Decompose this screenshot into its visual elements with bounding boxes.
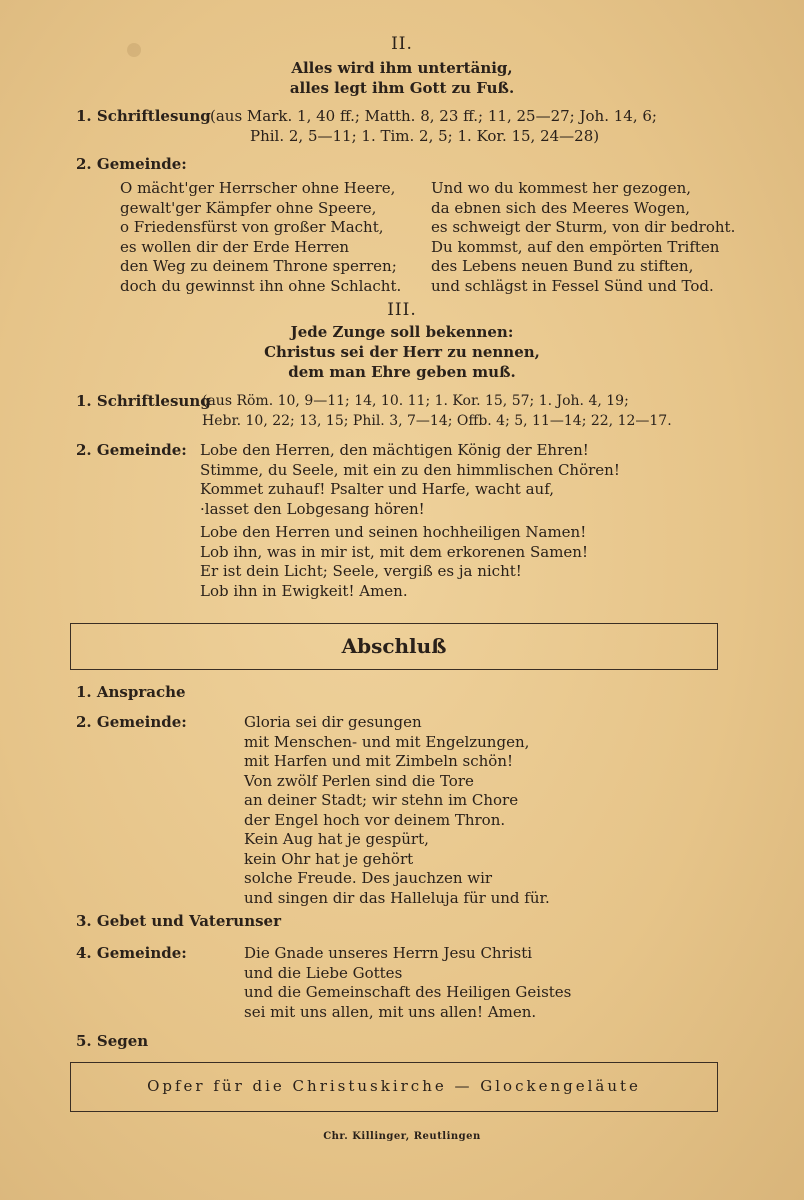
section-2-hymn-left	[120, 179, 401, 296]
motto-line: Jede Zunge soll bekennen:	[290, 323, 514, 341]
abschluss-prayer-label: 3. Gebet und Vaterunser	[76, 912, 281, 930]
hymn-line: Kein Aug hat je gespürt,	[244, 830, 429, 848]
hymn-line: und singen dir das Halleluja für und für.	[244, 888, 550, 907]
section-2-congregation-label: 2. Gemeinde:	[76, 155, 187, 173]
hymn-line: mit Harfen und mit Zimbeln schön!	[244, 752, 514, 770]
section-2-numeral: II.	[391, 34, 413, 54]
hymn-line: Kommet zuhauf! Psalter und Harfe, wacht auf,	[200, 480, 554, 498]
hymn-line: Und wo du kommest her gezogen,	[431, 179, 692, 197]
hymn-line: es wollen dir der Erde Herren	[120, 237, 350, 256]
hymn-line: doch du gewinnst ihn ohne Schlacht.	[120, 276, 402, 295]
hymn-line: O mächt'ger Herrscher ohne Heere,	[120, 179, 396, 197]
section-2-reading-refs	[210, 107, 657, 146]
offer-box	[70, 1062, 718, 1112]
reading-line: (aus Röm. 10, 9—11; 14, 10. 11; 1. Kor. 15, 57; 1. Joh. 4, 19;	[202, 393, 629, 409]
hymn-line: solche Freude. Des jauchzen wir	[244, 869, 493, 887]
abschluss-title: Abschluß	[341, 634, 447, 658]
reading-line: Phil. 2, 5—11; 1. Tim. 2, 5; 1. Kor. 15, 24—28)	[250, 126, 600, 145]
hymn-line: der Engel hoch vor deinem Thron.	[244, 810, 506, 829]
section-2-reading-label: 1. Schriftlesung	[76, 107, 211, 125]
abschluss-hymn	[244, 713, 550, 908]
hymn-line: Lobe den Herren und seinen hochheiligen Namen!	[200, 523, 587, 541]
motto-line: Alles wird ihm untertänig,	[291, 59, 513, 77]
hymn-line: o Friedensfürst von großer Macht,	[120, 218, 384, 236]
hymn-line: Stimme, du Seele, mit ein zu den himmlischen Chören!	[200, 460, 620, 479]
abschluss-congregation-label: 2. Gemeinde:	[76, 713, 187, 731]
motto-line: dem man Ehre geben muß.	[288, 363, 516, 381]
blessing-line: und die Gemeinschaft des Heiligen Geistes	[244, 983, 572, 1001]
hymn-line: den Weg zu deinem Throne sperren;	[120, 257, 397, 275]
section-3-motto	[0, 322, 804, 382]
hymn-line: Gloria sei dir gesungen	[244, 713, 422, 731]
motto-line: alles legt ihm Gott zu Fuß.	[289, 79, 515, 97]
section-3-reading-label: 1. Schriftlesung	[76, 392, 211, 410]
hymn-line: Lobe den Herren, den mächtigen König der Ehren!	[200, 441, 589, 459]
abschluss-address-label: 1. Ansprache	[76, 683, 186, 701]
hymn-line: da ebnen sich des Meeres Wogen,	[431, 198, 690, 217]
hymn-line: Lob ihn, was in mir ist, mit dem erkorenen Samen!	[200, 542, 588, 561]
hymn-line: kein Ohr hat je gehört	[244, 849, 414, 868]
hymn-line: gewalt'ger Kämpfer ohne Speere,	[120, 198, 377, 217]
hymn-line: an deiner Stadt; wir stehn im Chore	[244, 791, 519, 809]
motto-line: Christus sei der Herr zu nennen,	[264, 343, 540, 361]
hymn-line: es schweigt der Sturm, von dir bedroht.	[431, 218, 736, 236]
hymn-line: ·lasset den Lobgesang hören!	[200, 499, 425, 518]
hymn-line: und schlägst in Fessel Sünd und Tod.	[431, 276, 714, 295]
offer-text: Opfer für die Christuskirche — Glockengeläute	[147, 1077, 641, 1095]
section-3-congregation-label: 2. Gemeinde:	[76, 441, 187, 459]
section-3-numeral: III.	[387, 300, 417, 320]
abschluss-blessing-text	[244, 944, 571, 1022]
hymn-line: des Lebens neuen Bund zu stiften,	[431, 257, 694, 275]
reading-line: Hebr. 10, 22; 13, 15; Phil. 3, 7—14; Offb. 4; 5, 11—14; 22, 12—17.	[202, 412, 672, 429]
hymn-line: Von zwölf Perlen sind die Tore	[244, 771, 474, 790]
printer-imprint: Chr. Killinger, Reutlingen	[323, 1131, 481, 1142]
section-3-reading-refs	[202, 392, 672, 431]
abschluss-title-box	[70, 623, 718, 670]
blessing-line: Die Gnade unseres Herrn Jesu Christi	[244, 944, 533, 962]
hymn-line: Lob ihn in Ewigkeit! Amen.	[200, 581, 408, 600]
blessing-line: und die Liebe Gottes	[244, 963, 403, 982]
blessing-line: sei mit uns allen, mit uns allen! Amen.	[244, 1002, 537, 1021]
section-3-hymn	[200, 441, 620, 601]
section-2-motto	[0, 58, 804, 98]
hymn-line: Du kommst, auf den empörten Triften	[431, 237, 720, 256]
hymn-line: mit Menschen- und mit Engelzungen,	[244, 732, 530, 751]
abschluss-segen-label: 5. Segen	[76, 1032, 149, 1050]
hymn-line: Er ist dein Licht; Seele, vergiß es ja nicht!	[200, 562, 522, 580]
section-2-hymn-right	[431, 179, 735, 296]
reading-line: (aus Mark. 1, 40 ff.; Matth. 8, 23 ff.; 11, 25—27; Joh. 14, 6;	[210, 107, 657, 125]
abschluss-congregation-label-2: 4. Gemeinde:	[76, 944, 187, 962]
